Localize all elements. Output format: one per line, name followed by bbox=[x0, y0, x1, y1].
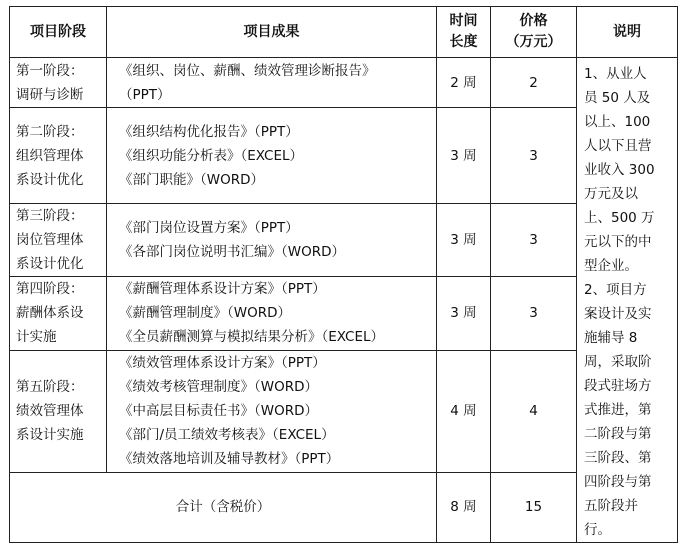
note-line: 1、从业人 bbox=[584, 66, 647, 82]
header-duration bbox=[437, 7, 491, 58]
total-price: 15 bbox=[491, 472, 577, 542]
total-duration: 8 周 bbox=[437, 472, 491, 542]
stage-line: 系设计优化 bbox=[16, 171, 84, 188]
note-line: 人以下且营 bbox=[584, 138, 652, 154]
stage-line: 薪酬体系设 bbox=[16, 305, 84, 322]
duration-cell: 4 周 bbox=[437, 350, 491, 472]
result-item: 《部门/员工绩效考核表》（EXCEL） bbox=[119, 427, 335, 444]
result-item: 《各部门岗位说明书汇编》（WORD） bbox=[119, 244, 345, 261]
stage-line: 组织管理体 bbox=[16, 147, 84, 164]
stage-line: 第一阶段： bbox=[16, 62, 84, 79]
note-cell bbox=[577, 58, 678, 543]
stage-line: 调研与诊断 bbox=[16, 86, 84, 103]
price-cell: 3 bbox=[491, 204, 577, 277]
stage-line: 绩效管理体 bbox=[16, 403, 84, 420]
stage-cell bbox=[10, 350, 107, 472]
header-stage: 项目阶段 bbox=[10, 7, 107, 58]
result-item: 《绩效考核管理制度》（WORD） bbox=[119, 379, 318, 396]
result-item: 《全员薪酬测算与模拟结果分析》（EXCEL） bbox=[119, 329, 385, 346]
duration-cell: 3 周 bbox=[437, 277, 491, 350]
stage-cell bbox=[10, 108, 107, 204]
results-cell bbox=[107, 277, 437, 350]
header-duration-line2: 长度 bbox=[449, 34, 478, 50]
note-line: 二阶段与第 bbox=[584, 426, 652, 442]
note-line: 周，采取阶 bbox=[584, 354, 652, 370]
result-item: 《部门职能》（WORD） bbox=[119, 171, 264, 188]
stage-line: 岗位管理体 bbox=[16, 232, 84, 249]
stage-line: 第二阶段： bbox=[16, 123, 84, 140]
header-duration-line1: 时间 bbox=[449, 13, 478, 29]
results-cell bbox=[107, 204, 437, 277]
note-line: 上、500 万 bbox=[584, 210, 655, 226]
result-item: 《薪酬管理体系设计方案》（PPT） bbox=[119, 281, 326, 298]
note-line: 施辅导 8 bbox=[584, 330, 638, 346]
result-item: 《部门岗位设置方案》（PPT） bbox=[119, 220, 299, 237]
stage-line: 第三阶段： bbox=[16, 208, 84, 225]
note-line: 五阶段并 bbox=[584, 498, 638, 514]
note-line: 案设计及实 bbox=[584, 306, 652, 322]
note-line: 元以下的中 bbox=[584, 234, 652, 250]
result-item: （PPT） bbox=[119, 86, 171, 103]
duration-cell: 3 周 bbox=[437, 204, 491, 277]
result-item: 《中高层目标责任书》（WORD） bbox=[119, 403, 318, 420]
stage-line: 系设计优化 bbox=[16, 256, 84, 273]
note-line: 行。 bbox=[584, 522, 611, 538]
note-line: 四阶段与第 bbox=[584, 474, 652, 490]
result-item: 《绩效管理体系设计方案》（PPT） bbox=[119, 355, 326, 372]
header-row bbox=[10, 7, 678, 58]
note-line: 三阶段、第 bbox=[584, 450, 652, 466]
project-pricing-table bbox=[9, 6, 678, 543]
header-note: 说明 bbox=[577, 7, 678, 58]
stage-cell bbox=[10, 204, 107, 277]
stage-line: 第四阶段： bbox=[16, 281, 84, 298]
stage-line: 第五阶段： bbox=[16, 379, 84, 396]
result-item: 《绩效落地培训及辅导教材》（PPT） bbox=[119, 451, 340, 468]
price-cell: 2 bbox=[491, 58, 577, 108]
stage-line: 计实施 bbox=[16, 329, 57, 346]
stage-line: 系设计实施 bbox=[16, 427, 84, 444]
header-price bbox=[491, 7, 577, 58]
result-item: 《组织、岗位、薪酬、绩效管理诊断报告》 bbox=[119, 62, 376, 79]
results-cell bbox=[107, 350, 437, 472]
header-price-line2: （万元） bbox=[505, 34, 562, 50]
note-line: 段式驻场方 bbox=[584, 378, 652, 394]
note-line: 式推进，第 bbox=[584, 402, 652, 418]
note-line: 2、项目方 bbox=[584, 282, 647, 298]
note-line: 员 50 人及 bbox=[584, 90, 651, 106]
total-label: 合计（含税价） bbox=[10, 472, 437, 542]
result-item: 《组织功能分析表》（EXCEL） bbox=[119, 147, 304, 164]
table-row bbox=[10, 58, 678, 108]
price-cell: 3 bbox=[491, 277, 577, 350]
note-line: 业收入 300 bbox=[584, 162, 655, 178]
note-line: 以上、100 bbox=[584, 114, 651, 130]
header-price-line1: 价格 bbox=[519, 13, 548, 29]
stage-cell bbox=[10, 58, 107, 108]
results-cell bbox=[107, 58, 437, 108]
note-line: 型企业。 bbox=[584, 258, 638, 274]
price-cell: 4 bbox=[491, 350, 577, 472]
price-cell: 3 bbox=[491, 108, 577, 204]
note-line: 万元及以 bbox=[584, 186, 638, 202]
result-item: 《组织结构优化报告》（PPT） bbox=[119, 123, 299, 140]
duration-cell: 2 周 bbox=[437, 58, 491, 108]
result-item: 《薪酬管理制度》（WORD） bbox=[119, 305, 291, 322]
duration-cell: 3 周 bbox=[437, 108, 491, 204]
header-results: 项目成果 bbox=[107, 7, 437, 58]
results-cell bbox=[107, 108, 437, 204]
stage-cell bbox=[10, 277, 107, 350]
